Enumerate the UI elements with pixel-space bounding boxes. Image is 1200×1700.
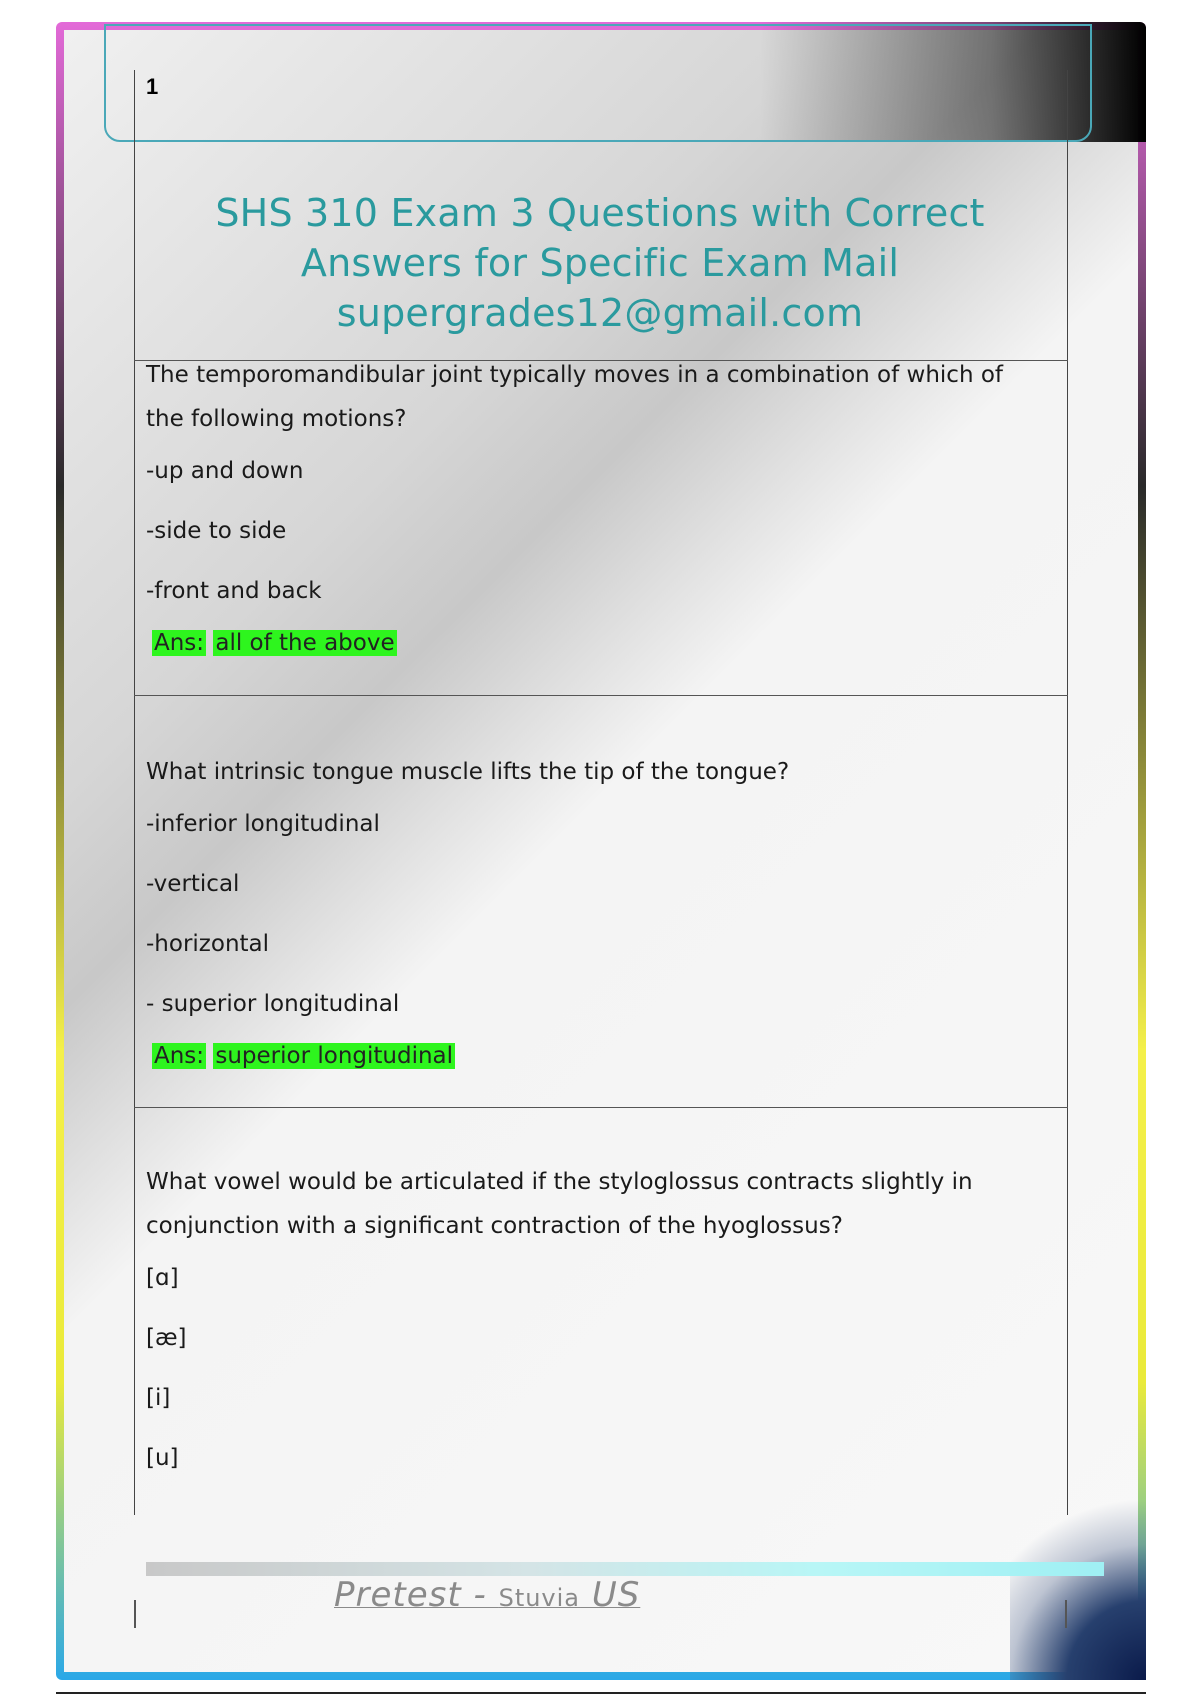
option: [u]	[146, 1445, 179, 1471]
option: [æ]	[146, 1325, 187, 1351]
answer	[152, 1040, 455, 1072]
option: -horizontal	[146, 931, 270, 957]
answer-text: all of the above	[215, 630, 395, 656]
page-number: 1	[146, 74, 159, 99]
question-text: What vowel would be articulated if the styloglossus contracts slightly in conjunction with a significant contraction of the hyoglossus?	[146, 1169, 973, 1239]
option: -front and back	[146, 578, 322, 604]
footer-bar	[146, 1562, 1104, 1576]
question-3	[146, 1160, 1046, 1488]
left-margin-line	[134, 70, 135, 1515]
option: [ɑ]	[146, 1265, 179, 1291]
question-1	[146, 353, 1046, 659]
bottom-rule	[56, 1692, 1146, 1694]
footer-brand-right: US	[580, 1575, 641, 1615]
option: [i]	[146, 1385, 171, 1411]
answer-label: Ans:	[154, 1043, 205, 1069]
footer-brand-mid: Stuvia	[498, 1584, 581, 1612]
footer-brand	[334, 1575, 640, 1615]
question-2	[146, 750, 1046, 1072]
question-text: The temporomandibular joint typically moves in a combination of which of the following motions?	[146, 362, 1003, 432]
divider-2	[134, 695, 1068, 696]
footer-brand-left: Pretest -	[334, 1575, 499, 1615]
title-line-1: SHS 310 Exam 3 Questions with Correct	[215, 191, 985, 235]
title-line-3: supergrades12@gmail.com	[336, 291, 864, 335]
title-line-2: Answers for Specific Exam Mail	[300, 241, 900, 285]
answer	[152, 627, 397, 659]
right-margin-line	[1067, 70, 1068, 1515]
footer-tick-right	[1065, 1600, 1067, 1628]
answer-label: Ans:	[154, 630, 205, 656]
option: -vertical	[146, 871, 240, 897]
footer-tick-left	[134, 1600, 136, 1628]
header-box	[104, 24, 1092, 142]
option: -up and down	[146, 458, 304, 484]
decorative-shade-bottom	[1010, 1500, 1146, 1680]
document-title	[136, 188, 1064, 338]
divider-3	[134, 1107, 1068, 1108]
option: -side to side	[146, 518, 287, 544]
question-text: What intrinsic tongue muscle lifts the tip of the tongue?	[146, 759, 790, 785]
answer-text: superior longitudinal	[215, 1043, 454, 1069]
option: -inferior longitudinal	[146, 811, 380, 837]
option: - superior longitudinal	[146, 991, 400, 1017]
